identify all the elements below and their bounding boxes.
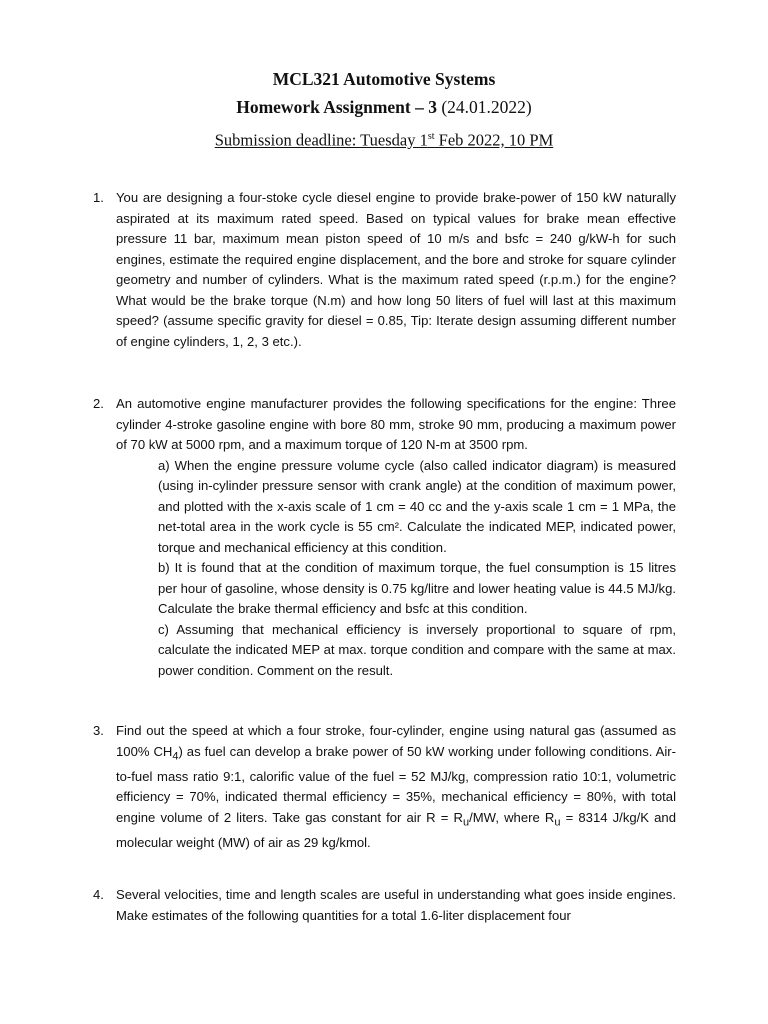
submission-deadline (0, 122, 768, 156)
assignment-name: Homework Assignment – 3 (236, 97, 437, 117)
question-text (116, 721, 676, 853)
question-3 (93, 721, 676, 853)
question-text: Several velocities, time and length scales are useful in understanding what goes inside engines. Make estimates of the following quantities for a total 1.6-liter displacement four (116, 887, 676, 923)
document-header (0, 66, 768, 156)
question-1 (93, 188, 676, 352)
q3-text-b: ) as fuel can develop a brake power of 50 kW working under following conditions. Air-to-fuel mass ratio 9:1, calorific value of the fuel = 52 MJ/kg, compression ratio 10:1, volumetric efficiency = 70%, indicated thermal efficiency = 35%, mechanical efficiency = 80%, with total engine volume of 2 liters. Take gas constant for air R = R (116, 743, 676, 825)
question-number: 2. (93, 396, 104, 411)
question-intro: An automotive engine manufacturer provides the following specifications for the engine: Three cylinder 4-stroke gasoline engine with bore 80 mm, stroke 90 mm, producing a maximum power of 70 kW at 5000 rpm, and a maximum torque of 120 N-m at 3500 rpm. (116, 396, 676, 452)
deadline-date: Feb 2022, 10 PM (434, 130, 554, 150)
q3-text-a: Find out the speed at which a four stroke, four-cylinder, engine using natural gas (assumed as 100% CH (116, 723, 676, 759)
question-2 (93, 394, 676, 681)
question-part-a: a) When the engine pressure volume cycle (also called indicator diagram) is measured (using in-cylinder pressure sensor with crank angle) at the condition of maximum power, and plotted with the x-axis scale of 1 cm = 40 cc and the y-axis scale 1 cm = 1 MPa, the net-total area in the work cycle is 55 cm². Calculate the indicated MEP, indicated power, torque and mechanical efficiency at this condition. (158, 457, 676, 555)
question-part-c: c) Assuming that mechanical efficiency is inversely proportional to square of rpm, calculate the indicated MEP at max. torque condition and compare with the same at max. power condition. Comment on the result. (158, 621, 676, 678)
q3-subscript-u-2: u (554, 816, 561, 829)
question-number: 1. (93, 190, 104, 205)
q3-text-d: = 8314 J/kg/K and molecular weight (MW) of air as 29 kg/kmol. (116, 809, 676, 850)
question-4 (93, 885, 676, 926)
q3-subscript-u: u (463, 816, 470, 829)
assignment-date: (24.01.2022) (441, 97, 532, 117)
deadline-ordinal: st (427, 131, 435, 142)
deadline-text: Submission deadline: Tuesday 1 (214, 130, 428, 150)
assignment-title (0, 92, 768, 122)
course-title: MCL321 Automotive Systems (272, 69, 496, 89)
question-text: You are designing a four-stoke cycle diesel engine to provide brake-power of 150 kW naturally aspirated at its maximum rated speed. Based on typical values for brake mean effective pressure 11 bar, maximum mean piston speed of 10 m/s and bsfc = 240 g/kW-h for such engines, estimate the required engine displacement, and the bore and stroke for square cylinder geometry and number of cylinders. What is the maximum rated speed (r.p.m.) for the engine? What would be the brake torque (N.m) and how long 50 liters of fuel will last at this maximum speed? (assume specific gravity for diesel = 0.85, Tip: Iterate design assuming different number of engine cylinders, 1, 2, 3 etc.). (116, 190, 676, 349)
question-text (116, 394, 676, 681)
question-part-b: b) It is found that at the condition of maximum torque, the fuel consumption is 15 litres per hour of gasoline, whose density is 0.75 kg/litre and lower heating value is 44.5 MJ/kg. Calculate the brake thermal efficiency and bsfc at this condition. (158, 560, 676, 616)
q3-text-c: /MW, where R (469, 809, 555, 825)
question-number: 4. (93, 887, 104, 902)
q3-subscript-4: 4 (172, 750, 179, 763)
question-number: 3. (93, 723, 104, 738)
